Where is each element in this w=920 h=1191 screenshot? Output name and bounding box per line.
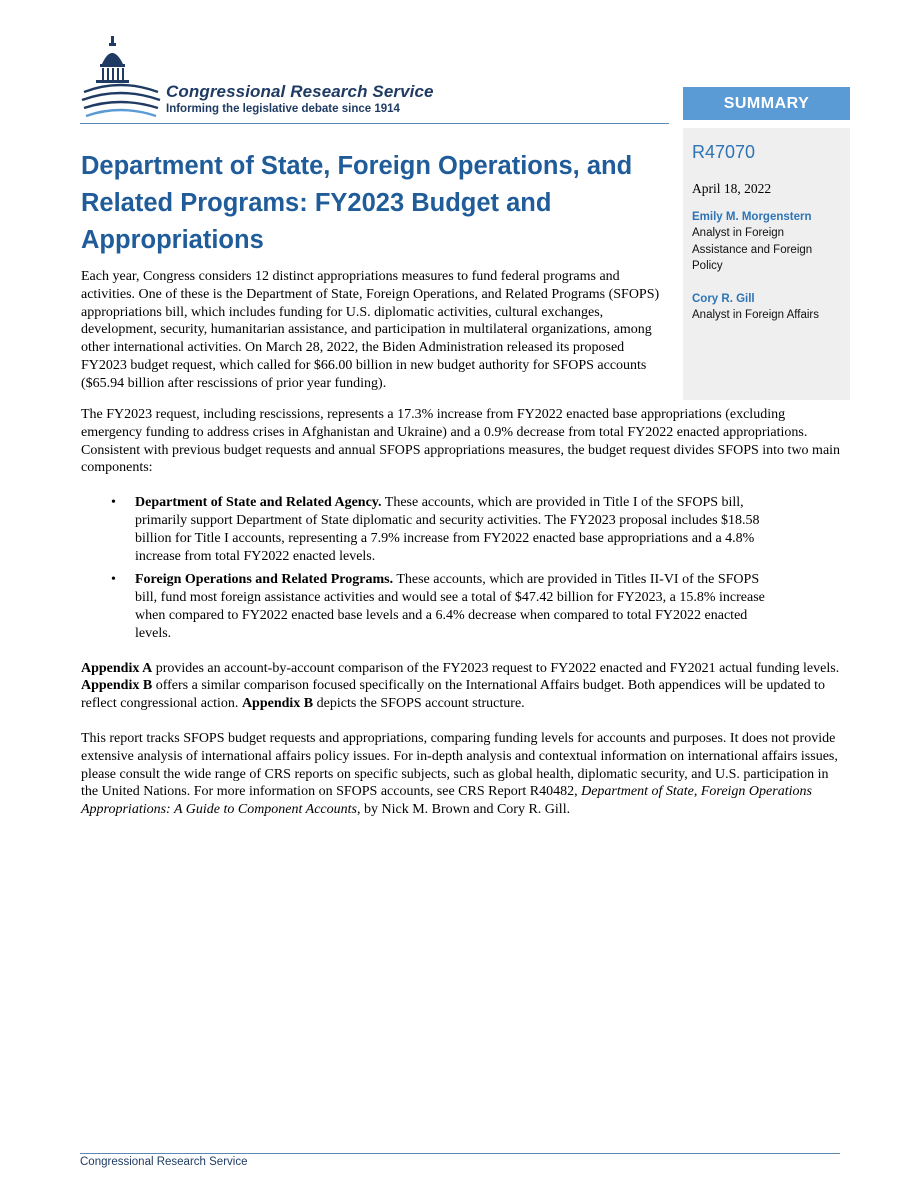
crs-logo	[80, 34, 480, 124]
capitol-dome-icon	[80, 34, 162, 122]
appendix-b-ref: Appendix B	[81, 678, 153, 694]
report-date: April 18, 2022	[692, 181, 772, 196]
document-body	[81, 406, 841, 836]
bullet-icon: •	[111, 572, 116, 588]
report-number: R47070	[692, 142, 756, 162]
org-tagline: Informing the legislative debate since 1914	[166, 103, 400, 115]
author-title: Analyst in Foreign Assistance and Foreign Policy	[692, 227, 813, 272]
para-text: offers a similar comparison focused specifically on the International Affairs budget. Both appendices will be updated to reflect congressional action.	[81, 678, 826, 712]
author-title: Analyst in Foreign Affairs	[692, 308, 819, 321]
footer-org-name: Congressional Research Service	[80, 1156, 248, 1168]
list-item-text: These accounts, which are provided in Title I of the SFOPS bill, primarily support Department of State diplomatic and security activities. The FY2023 proposal includes $18.58 billion for Title I accounts, representing a 7.9% increase from FY2022 enacted base appropriations and a 4.8% increase from total FY2022 enacted levels.	[135, 495, 760, 564]
summary-sidebar	[683, 128, 850, 400]
author-name: Emily M. Morgenstern	[692, 211, 812, 223]
list-item-text: These accounts, which are provided in Titles II-VI of the SFOPS bill, fund most foreign assistance activities and would see a total of $47.42 billion for FY2023, a 15.8% increase when compared to FY2022 enacted base levels and a 6.4% decrease when compared to total FY2022 enacted levels.	[135, 572, 765, 641]
cited-report-title: Department of State, Foreign Operations Appropriations: A Guide to Component Accounts	[81, 784, 812, 818]
appendix-b-ref: Appendix B	[241, 696, 314, 712]
list-item	[111, 494, 775, 565]
document-title: Department of State, Foreign Operations, and Related Programs: FY2023 Budget and Appropriations	[81, 152, 633, 254]
summary-heading: SUMMARY	[683, 87, 850, 120]
list-item-lead: Department of State and Related Agency.	[135, 495, 382, 511]
para-text: depicts the SFOPS account structure.	[313, 696, 525, 712]
footer-divider	[80, 1153, 840, 1154]
list-item	[111, 571, 775, 642]
para-text: provides an account-by-account comparison of the FY2023 request to FY2022 enacted and FY2021 actual funding levels.	[152, 660, 840, 676]
intro-paragraph: Each year, Congress considers 12 distinct appropriations measures to fund federal programs and activities. One of these is the Department of State, Foreign Operations, and Related Programs (SFOPS) appropriations bill, which includes funding for U.S. diplomatic activities, cultural exchanges, development, security, humanitarian assistance, and participation in multilateral organizations, among other international activities. On March 28, 2022, the Biden Administration released its proposed FY2023 budget request, which called for $66.00 billion in new budget authority for SFOPS accounts ($65.94 billion after rescissions of prior year funding).	[81, 269, 660, 391]
author-name: Cory R. Gill	[692, 292, 755, 305]
bullet-icon: •	[111, 495, 116, 511]
para-text: This report tracks SFOPS budget requests and appropriations, comparing funding levels for accounts and purposes. It does not provide extensive analysis of international affairs policy issues. For in-depth analysis and contextual information on international affairs issues, please consult the wide range of CRS reports on specific subjects, such as global health, diplomatic security, and U.S. participation in the United Nations. For more information on SFOPS accounts, see CRS Report R40482,	[81, 730, 838, 800]
component-list	[81, 494, 775, 642]
header-divider	[80, 123, 669, 124]
body-paragraph: The FY2023 request, including rescissions, represents a 17.3% increase from FY2022 enacted base appropriations (excluding emergency funding to address crises in Afghanistan and Ukraine) and a 0.9% decrease from total FY2022 enacted appropriations. Consistent with previous budget requests and annual SFOPS appropriations measures, the budget request divides SFOPS into two main components:	[81, 407, 841, 476]
org-name: Congressional Research Service	[166, 82, 434, 101]
body-paragraph	[81, 730, 841, 819]
para-text: , by Nick M. Brown and Cory R. Gill.	[356, 802, 571, 818]
appendix-a-ref: Appendix A	[81, 660, 153, 676]
list-item-lead: Foreign Operations and Related Programs.	[135, 572, 394, 588]
body-paragraph	[81, 660, 841, 713]
